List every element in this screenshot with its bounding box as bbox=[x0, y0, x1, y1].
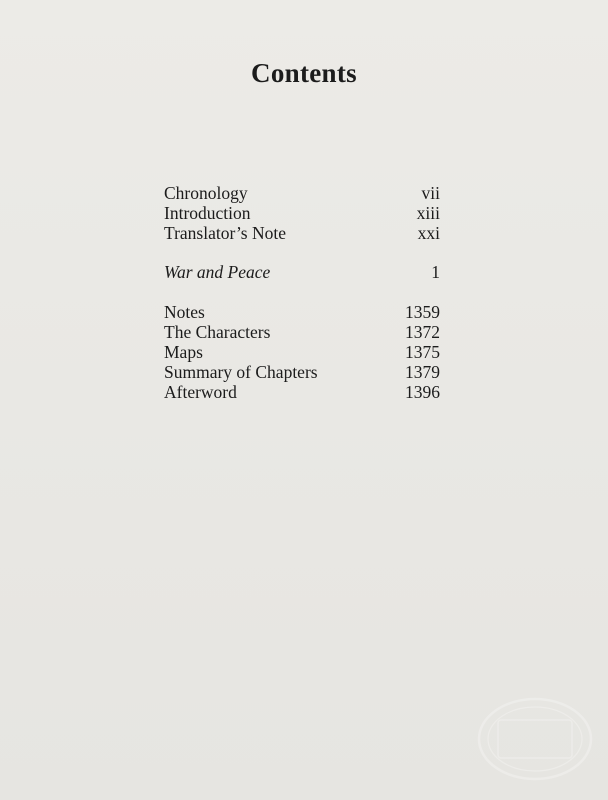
entry-page-number: 1372 bbox=[405, 322, 440, 342]
entry-label: Introduction bbox=[164, 203, 251, 223]
entry-page-number: xxi bbox=[417, 223, 440, 243]
entry-page-number: vii bbox=[421, 183, 440, 203]
page-title: Contents bbox=[251, 58, 357, 89]
entry-page-number: 1375 bbox=[405, 342, 440, 362]
entry-page-number: xiii bbox=[416, 203, 440, 223]
entry-label: Summary of Chapters bbox=[164, 362, 318, 382]
entry-label: The Characters bbox=[164, 322, 271, 342]
entry-label: Maps bbox=[164, 342, 203, 362]
entry-label: Afterword bbox=[164, 382, 237, 402]
entry-label: Chronology bbox=[164, 183, 248, 203]
entry-page-number: 1 bbox=[431, 262, 440, 282]
seal-stamp-icon bbox=[476, 696, 594, 782]
entry-page-number: 1379 bbox=[405, 362, 440, 382]
entry-label: Notes bbox=[164, 302, 205, 322]
entry-label: War and Peace bbox=[164, 262, 271, 282]
entry-label: Translator’s Note bbox=[164, 223, 287, 243]
entry-page-number: 1396 bbox=[405, 382, 440, 402]
entry-page-number: 1359 bbox=[405, 302, 440, 322]
